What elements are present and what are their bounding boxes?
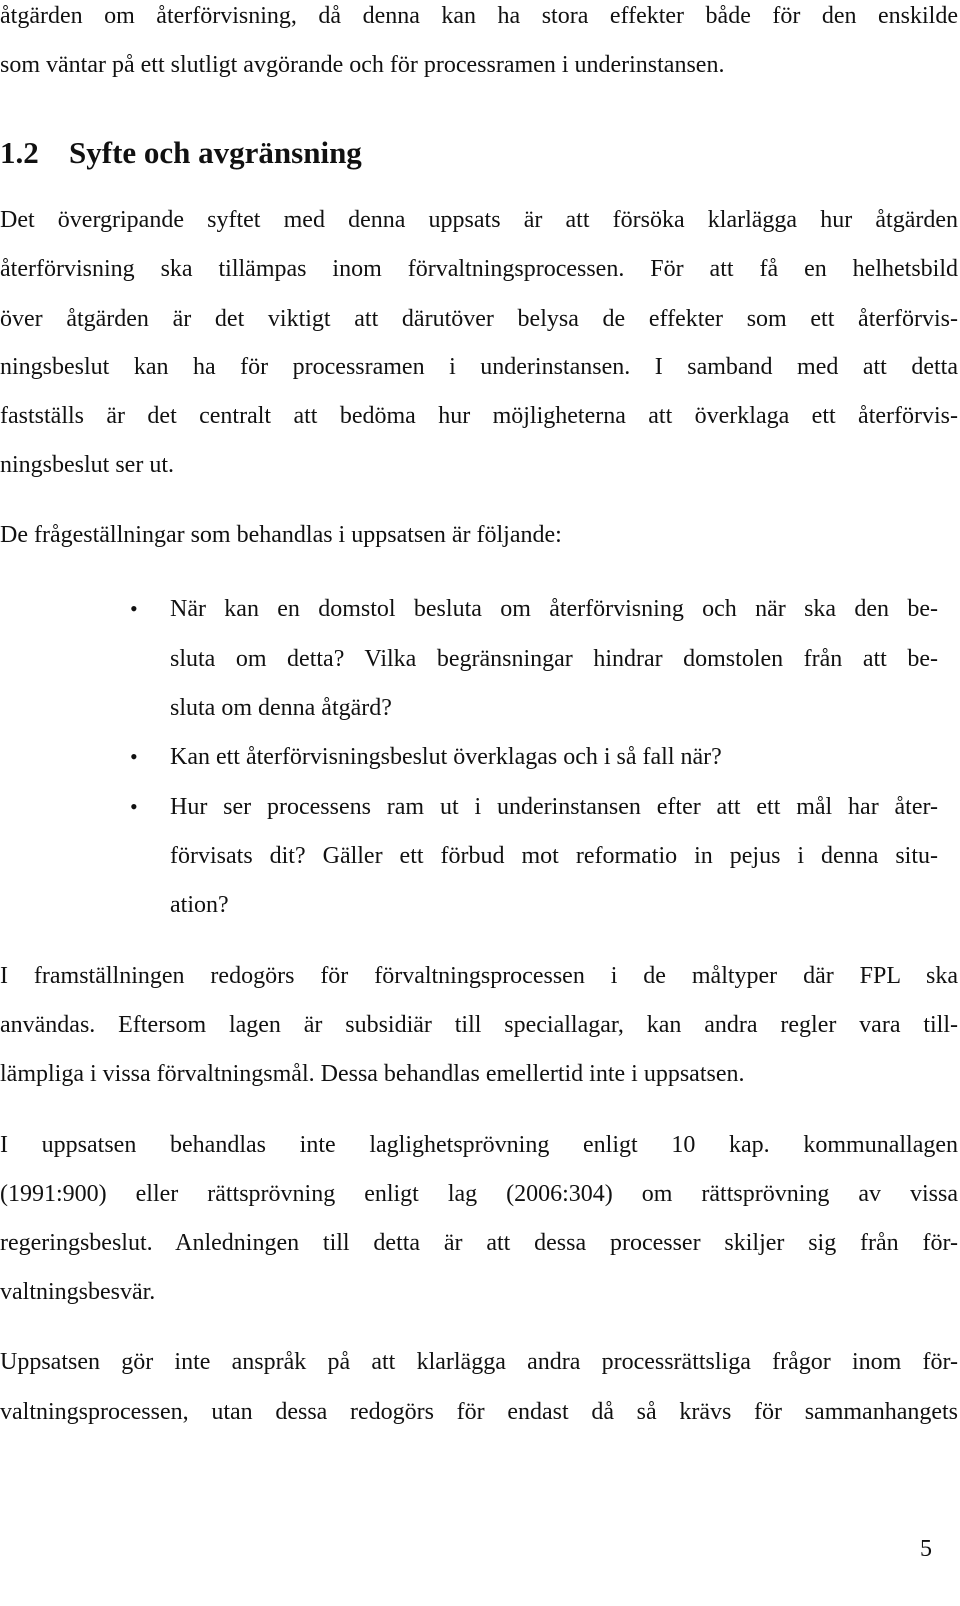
paragraph-line: Det övergripande syftet med denna uppsats är att försöka klarlägga hur åtgärden	[0, 207, 958, 233]
questions-intro: De frågeställningar som behandlas i uppsatsen är följande:	[0, 522, 562, 548]
page-number: 5	[920, 1536, 932, 1562]
paragraph-line: regeringsbeslut. Anledningen till detta är att dessa processer skiljer sig från för-	[0, 1230, 958, 1256]
paragraph-line: ningsbeslut kan ha för processramen i underinstansen. I samband med att detta	[0, 354, 958, 380]
bullet-line: förvisats dit? Gäller ett förbud mot reformatio in pejus i denna situ-	[170, 843, 938, 869]
paragraph-line: Uppsatsen gör inte anspråk på att klarlägga andra processrättsliga frågor inom för-	[0, 1349, 958, 1375]
paragraph-line: över åtgärden är det viktigt att därutöver belysa de effekter som ett återförvis-	[0, 306, 958, 332]
paragraph-line: I framställningen redogörs för förvaltningsprocessen i de måltyper där FPL ska	[0, 963, 958, 989]
bullet-line: sluta om denna åtgärd?	[170, 695, 392, 721]
bullet-line: När kan en domstol besluta om återförvisning och när ska den be-	[170, 596, 938, 622]
section-title: Syfte och avgränsning	[69, 135, 362, 170]
paragraph-line: (1991:900) eller rättsprövning enligt lag (2006:304) om rättsprövning av vissa	[0, 1181, 958, 1207]
paragraph-line: lämpliga i vissa förvaltningsmål. Dessa behandlas emellertid inte i uppsatsen.	[0, 1061, 745, 1087]
paragraph-line: I uppsatsen behandlas inte laglighetsprövning enligt 10 kap. kommunallagen	[0, 1132, 958, 1158]
bullet-line: Hur ser processens ram ut i underinstansen efter att ett mål har åter-	[170, 794, 938, 820]
bullet-line: sluta om detta? Vilka begränsningar hindrar domstolen från att be-	[170, 646, 938, 672]
bullet-line: Kan ett återförvisningsbeslut överklagas och i så fall när?	[170, 744, 722, 770]
intro-line: som väntar på ett slutligt avgörande och för processramen i underinstansen.	[0, 52, 725, 78]
bullet-icon: •	[130, 744, 138, 769]
paragraph-line: valtningsbesvär.	[0, 1279, 156, 1305]
paragraph-line: återförvisning ska tillämpas inom förvaltningsprocessen. För att få en helhetsbild	[0, 256, 958, 282]
bullet-icon: •	[130, 596, 138, 621]
section-heading	[0, 135, 362, 171]
bullet-icon: •	[130, 794, 138, 819]
section-number: 1.2	[0, 135, 39, 170]
bullet-line: ation?	[170, 892, 229, 918]
paragraph-line: valtningsprocessen, utan dessa redogörs för endast då så krävs för sammanhangets	[0, 1399, 958, 1425]
paragraph-line: användas. Eftersom lagen är subsidiär till speciallagar, kan andra regler vara till-	[0, 1012, 958, 1038]
intro-line: åtgärden om återförvisning, då denna kan ha stora effekter både för den enskilde	[0, 3, 958, 29]
paragraph-line: fastställs är det centralt att bedöma hur möjligheterna att överklaga ett återförvis-	[0, 403, 958, 429]
paragraph-line: ningsbeslut ser ut.	[0, 452, 174, 478]
